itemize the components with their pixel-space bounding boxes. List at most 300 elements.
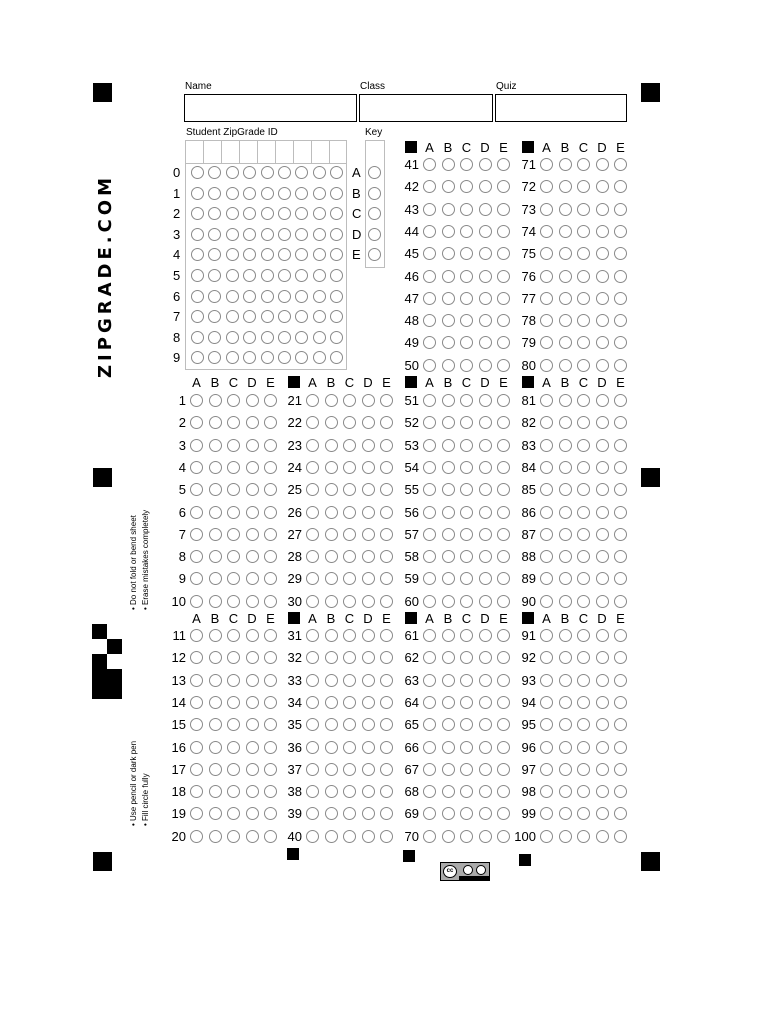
answer-bubble[interactable] [246, 629, 259, 642]
answer-bubble[interactable] [614, 158, 627, 171]
answer-bubble[interactable] [362, 785, 375, 798]
answer-bubble[interactable] [559, 572, 572, 585]
answer-bubble[interactable] [209, 394, 222, 407]
answer-bubble[interactable] [540, 158, 553, 171]
answer-bubble[interactable] [209, 506, 222, 519]
answer-bubble[interactable] [362, 595, 375, 608]
answer-bubble[interactable] [497, 359, 510, 372]
student-id-bubble[interactable] [313, 166, 326, 179]
student-id-bubble[interactable] [208, 187, 221, 200]
answer-bubble[interactable] [460, 180, 473, 193]
answer-bubble[interactable] [540, 416, 553, 429]
answer-bubble[interactable] [497, 696, 510, 709]
answer-bubble[interactable] [227, 572, 240, 585]
answer-bubble[interactable] [325, 718, 338, 731]
answer-bubble[interactable] [442, 595, 455, 608]
answer-bubble[interactable] [380, 394, 393, 407]
answer-bubble[interactable] [614, 225, 627, 238]
answer-bubble[interactable] [380, 741, 393, 754]
answer-bubble[interactable] [325, 416, 338, 429]
answer-bubble[interactable] [596, 225, 609, 238]
answer-bubble[interactable] [423, 203, 436, 216]
answer-bubble[interactable] [497, 763, 510, 776]
answer-bubble[interactable] [559, 550, 572, 563]
answer-bubble[interactable] [227, 763, 240, 776]
answer-bubble[interactable] [423, 807, 436, 820]
quiz-field[interactable] [495, 94, 627, 122]
answer-bubble[interactable] [614, 572, 627, 585]
answer-bubble[interactable] [577, 741, 590, 754]
answer-bubble[interactable] [559, 528, 572, 541]
answer-bubble[interactable] [479, 359, 492, 372]
answer-bubble[interactable] [614, 785, 627, 798]
answer-bubble[interactable] [596, 359, 609, 372]
answer-bubble[interactable] [362, 807, 375, 820]
answer-bubble[interactable] [209, 785, 222, 798]
answer-bubble[interactable] [423, 763, 436, 776]
answer-bubble[interactable] [540, 550, 553, 563]
answer-bubble[interactable] [479, 461, 492, 474]
answer-bubble[interactable] [540, 572, 553, 585]
answer-bubble[interactable] [325, 629, 338, 642]
answer-bubble[interactable] [460, 807, 473, 820]
answer-bubble[interactable] [227, 506, 240, 519]
answer-bubble[interactable] [497, 483, 510, 496]
answer-bubble[interactable] [343, 696, 356, 709]
answer-bubble[interactable] [442, 416, 455, 429]
answer-bubble[interactable] [190, 674, 203, 687]
answer-bubble[interactable] [540, 763, 553, 776]
answer-bubble[interactable] [190, 629, 203, 642]
answer-bubble[interactable] [559, 439, 572, 452]
answer-bubble[interactable] [479, 439, 492, 452]
answer-bubble[interactable] [479, 595, 492, 608]
answer-bubble[interactable] [479, 807, 492, 820]
student-id-bubble[interactable] [243, 187, 256, 200]
answer-bubble[interactable] [577, 830, 590, 843]
answer-bubble[interactable] [227, 785, 240, 798]
answer-bubble[interactable] [559, 629, 572, 642]
student-id-bubble[interactable] [261, 290, 274, 303]
student-id-bubble[interactable] [330, 331, 343, 344]
answer-bubble[interactable] [380, 830, 393, 843]
student-id-bubble[interactable] [261, 351, 274, 364]
answer-bubble[interactable] [460, 572, 473, 585]
answer-bubble[interactable] [190, 528, 203, 541]
answer-bubble[interactable] [497, 550, 510, 563]
answer-bubble[interactable] [479, 550, 492, 563]
answer-bubble[interactable] [362, 741, 375, 754]
answer-bubble[interactable] [596, 528, 609, 541]
answer-bubble[interactable] [460, 292, 473, 305]
student-id-bubble[interactable] [191, 269, 204, 282]
answer-bubble[interactable] [380, 572, 393, 585]
answer-bubble[interactable] [596, 314, 609, 327]
answer-bubble[interactable] [596, 629, 609, 642]
answer-bubble[interactable] [362, 696, 375, 709]
student-id-bubble[interactable] [191, 187, 204, 200]
answer-bubble[interactable] [442, 394, 455, 407]
answer-bubble[interactable] [325, 461, 338, 474]
answer-bubble[interactable] [380, 506, 393, 519]
answer-bubble[interactable] [246, 785, 259, 798]
answer-bubble[interactable] [442, 359, 455, 372]
answer-bubble[interactable] [559, 696, 572, 709]
answer-bubble[interactable] [227, 696, 240, 709]
answer-bubble[interactable] [460, 483, 473, 496]
answer-bubble[interactable] [423, 674, 436, 687]
answer-bubble[interactable] [442, 696, 455, 709]
answer-bubble[interactable] [325, 528, 338, 541]
answer-bubble[interactable] [442, 314, 455, 327]
answer-bubble[interactable] [540, 696, 553, 709]
answer-bubble[interactable] [559, 416, 572, 429]
answer-bubble[interactable] [479, 629, 492, 642]
answer-bubble[interactable] [614, 270, 627, 283]
answer-bubble[interactable] [559, 359, 572, 372]
answer-bubble[interactable] [442, 292, 455, 305]
answer-bubble[interactable] [423, 270, 436, 283]
answer-bubble[interactable] [540, 651, 553, 664]
answer-bubble[interactable] [559, 336, 572, 349]
answer-bubble[interactable] [442, 785, 455, 798]
answer-bubble[interactable] [380, 550, 393, 563]
answer-bubble[interactable] [442, 807, 455, 820]
answer-bubble[interactable] [497, 807, 510, 820]
answer-bubble[interactable] [479, 247, 492, 260]
student-id-bubble[interactable] [191, 166, 204, 179]
answer-bubble[interactable] [559, 247, 572, 260]
answer-bubble[interactable] [540, 483, 553, 496]
answer-bubble[interactable] [479, 203, 492, 216]
answer-bubble[interactable] [497, 595, 510, 608]
answer-bubble[interactable] [380, 595, 393, 608]
answer-bubble[interactable] [209, 763, 222, 776]
answer-bubble[interactable] [209, 807, 222, 820]
answer-bubble[interactable] [306, 718, 319, 731]
student-id-bubble[interactable] [226, 228, 239, 241]
answer-bubble[interactable] [190, 696, 203, 709]
answer-bubble[interactable] [306, 461, 319, 474]
student-id-bubble[interactable] [313, 331, 326, 344]
answer-bubble[interactable] [325, 830, 338, 843]
answer-bubble[interactable] [479, 180, 492, 193]
answer-bubble[interactable] [497, 416, 510, 429]
answer-bubble[interactable] [540, 807, 553, 820]
answer-bubble[interactable] [246, 439, 259, 452]
answer-bubble[interactable] [442, 528, 455, 541]
answer-bubble[interactable] [614, 483, 627, 496]
answer-bubble[interactable] [479, 394, 492, 407]
answer-bubble[interactable] [497, 572, 510, 585]
answer-bubble[interactable] [614, 741, 627, 754]
answer-bubble[interactable] [325, 651, 338, 664]
answer-bubble[interactable] [246, 651, 259, 664]
answer-bubble[interactable] [559, 203, 572, 216]
answer-bubble[interactable] [479, 506, 492, 519]
answer-bubble[interactable] [380, 528, 393, 541]
answer-bubble[interactable] [423, 336, 436, 349]
answer-bubble[interactable] [380, 416, 393, 429]
answer-bubble[interactable] [423, 651, 436, 664]
answer-bubble[interactable] [497, 741, 510, 754]
answer-bubble[interactable] [343, 595, 356, 608]
answer-bubble[interactable] [460, 314, 473, 327]
answer-bubble[interactable] [227, 595, 240, 608]
answer-bubble[interactable] [614, 651, 627, 664]
student-id-bubble[interactable] [261, 187, 274, 200]
answer-bubble[interactable] [306, 763, 319, 776]
answer-bubble[interactable] [423, 830, 436, 843]
answer-bubble[interactable] [325, 741, 338, 754]
answer-bubble[interactable] [596, 483, 609, 496]
student-id-bubble[interactable] [226, 269, 239, 282]
answer-bubble[interactable] [460, 595, 473, 608]
answer-bubble[interactable] [614, 629, 627, 642]
answer-bubble[interactable] [190, 785, 203, 798]
student-id-bubble[interactable] [226, 187, 239, 200]
answer-bubble[interactable] [306, 595, 319, 608]
answer-bubble[interactable] [479, 483, 492, 496]
answer-bubble[interactable] [227, 483, 240, 496]
answer-bubble[interactable] [423, 595, 436, 608]
answer-bubble[interactable] [190, 439, 203, 452]
answer-bubble[interactable] [442, 439, 455, 452]
answer-bubble[interactable] [577, 180, 590, 193]
answer-bubble[interactable] [362, 461, 375, 474]
answer-bubble[interactable] [343, 629, 356, 642]
answer-bubble[interactable] [479, 314, 492, 327]
answer-bubble[interactable] [306, 483, 319, 496]
answer-bubble[interactable] [614, 807, 627, 820]
answer-bubble[interactable] [325, 550, 338, 563]
answer-bubble[interactable] [442, 651, 455, 664]
answer-bubble[interactable] [246, 718, 259, 731]
answer-bubble[interactable] [497, 203, 510, 216]
answer-bubble[interactable] [540, 785, 553, 798]
student-id-bubble[interactable] [313, 269, 326, 282]
answer-bubble[interactable] [559, 807, 572, 820]
answer-bubble[interactable] [209, 629, 222, 642]
answer-bubble[interactable] [460, 158, 473, 171]
answer-bubble[interactable] [227, 718, 240, 731]
answer-bubble[interactable] [577, 225, 590, 238]
answer-bubble[interactable] [614, 461, 627, 474]
answer-bubble[interactable] [306, 807, 319, 820]
answer-bubble[interactable] [460, 763, 473, 776]
answer-bubble[interactable] [362, 416, 375, 429]
answer-bubble[interactable] [209, 830, 222, 843]
answer-bubble[interactable] [246, 483, 259, 496]
answer-bubble[interactable] [423, 225, 436, 238]
answer-bubble[interactable] [577, 158, 590, 171]
answer-bubble[interactable] [497, 506, 510, 519]
answer-bubble[interactable] [614, 247, 627, 260]
student-id-bubble[interactable] [261, 310, 274, 323]
answer-bubble[interactable] [306, 741, 319, 754]
answer-bubble[interactable] [246, 696, 259, 709]
answer-bubble[interactable] [362, 572, 375, 585]
answer-bubble[interactable] [227, 830, 240, 843]
answer-bubble[interactable] [540, 180, 553, 193]
answer-bubble[interactable] [540, 674, 553, 687]
answer-bubble[interactable] [614, 763, 627, 776]
answer-bubble[interactable] [306, 439, 319, 452]
answer-bubble[interactable] [460, 550, 473, 563]
answer-bubble[interactable] [190, 461, 203, 474]
answer-bubble[interactable] [190, 483, 203, 496]
answer-bubble[interactable] [325, 572, 338, 585]
answer-bubble[interactable] [559, 270, 572, 283]
answer-bubble[interactable] [209, 483, 222, 496]
answer-bubble[interactable] [343, 741, 356, 754]
answer-bubble[interactable] [246, 674, 259, 687]
answer-bubble[interactable] [577, 572, 590, 585]
answer-bubble[interactable] [596, 651, 609, 664]
answer-bubble[interactable] [343, 785, 356, 798]
answer-bubble[interactable] [325, 807, 338, 820]
answer-bubble[interactable] [460, 461, 473, 474]
answer-bubble[interactable] [246, 416, 259, 429]
answer-bubble[interactable] [343, 718, 356, 731]
answer-bubble[interactable] [423, 696, 436, 709]
answer-bubble[interactable] [577, 336, 590, 349]
answer-bubble[interactable] [343, 763, 356, 776]
answer-bubble[interactable] [227, 416, 240, 429]
answer-bubble[interactable] [246, 830, 259, 843]
answer-bubble[interactable] [343, 394, 356, 407]
answer-bubble[interactable] [577, 629, 590, 642]
answer-bubble[interactable] [596, 203, 609, 216]
answer-bubble[interactable] [540, 741, 553, 754]
answer-bubble[interactable] [614, 416, 627, 429]
answer-bubble[interactable] [596, 394, 609, 407]
answer-bubble[interactable] [577, 763, 590, 776]
answer-bubble[interactable] [577, 807, 590, 820]
answer-bubble[interactable] [479, 718, 492, 731]
answer-bubble[interactable] [479, 158, 492, 171]
answer-bubble[interactable] [497, 651, 510, 664]
student-id-bubble[interactable] [243, 290, 256, 303]
answer-bubble[interactable] [614, 314, 627, 327]
answer-bubble[interactable] [596, 439, 609, 452]
answer-bubble[interactable] [246, 807, 259, 820]
answer-bubble[interactable] [596, 741, 609, 754]
answer-bubble[interactable] [614, 394, 627, 407]
answer-bubble[interactable] [460, 528, 473, 541]
answer-bubble[interactable] [596, 336, 609, 349]
answer-bubble[interactable] [497, 629, 510, 642]
answer-bubble[interactable] [460, 506, 473, 519]
answer-bubble[interactable] [423, 180, 436, 193]
key-bubble[interactable] [368, 166, 381, 179]
answer-bubble[interactable] [343, 483, 356, 496]
answer-bubble[interactable] [442, 718, 455, 731]
answer-bubble[interactable] [497, 158, 510, 171]
answer-bubble[interactable] [497, 225, 510, 238]
answer-bubble[interactable] [190, 506, 203, 519]
answer-bubble[interactable] [190, 416, 203, 429]
answer-bubble[interactable] [596, 718, 609, 731]
answer-bubble[interactable] [497, 461, 510, 474]
answer-bubble[interactable] [306, 830, 319, 843]
answer-bubble[interactable] [577, 416, 590, 429]
answer-bubble[interactable] [423, 483, 436, 496]
answer-bubble[interactable] [596, 550, 609, 563]
answer-bubble[interactable] [246, 595, 259, 608]
answer-bubble[interactable] [227, 394, 240, 407]
answer-bubble[interactable] [479, 416, 492, 429]
answer-bubble[interactable] [577, 506, 590, 519]
answer-bubble[interactable] [479, 572, 492, 585]
answer-bubble[interactable] [497, 785, 510, 798]
answer-bubble[interactable] [577, 718, 590, 731]
answer-bubble[interactable] [596, 763, 609, 776]
answer-bubble[interactable] [343, 461, 356, 474]
student-id-bubble[interactable] [261, 166, 274, 179]
student-id-bubble[interactable] [261, 207, 274, 220]
answer-bubble[interactable] [460, 696, 473, 709]
answer-bubble[interactable] [596, 461, 609, 474]
answer-bubble[interactable] [596, 696, 609, 709]
answer-bubble[interactable] [209, 696, 222, 709]
answer-bubble[interactable] [362, 506, 375, 519]
answer-bubble[interactable] [190, 550, 203, 563]
answer-bubble[interactable] [423, 247, 436, 260]
student-id-bubble[interactable] [226, 331, 239, 344]
answer-bubble[interactable] [362, 528, 375, 541]
answer-bubble[interactable] [540, 439, 553, 452]
answer-bubble[interactable] [246, 741, 259, 754]
answer-bubble[interactable] [614, 674, 627, 687]
answer-bubble[interactable] [614, 595, 627, 608]
answer-bubble[interactable] [497, 247, 510, 260]
answer-bubble[interactable] [442, 158, 455, 171]
answer-bubble[interactable] [460, 741, 473, 754]
answer-bubble[interactable] [596, 158, 609, 171]
answer-bubble[interactable] [460, 651, 473, 664]
answer-bubble[interactable] [460, 270, 473, 283]
answer-bubble[interactable] [227, 461, 240, 474]
answer-bubble[interactable] [343, 550, 356, 563]
answer-bubble[interactable] [442, 572, 455, 585]
answer-bubble[interactable] [343, 572, 356, 585]
answer-bubble[interactable] [246, 528, 259, 541]
answer-bubble[interactable] [380, 785, 393, 798]
answer-bubble[interactable] [306, 696, 319, 709]
answer-bubble[interactable] [190, 651, 203, 664]
answer-bubble[interactable] [442, 506, 455, 519]
student-id-bubble[interactable] [261, 248, 274, 261]
answer-bubble[interactable] [442, 830, 455, 843]
answer-bubble[interactable] [614, 550, 627, 563]
answer-bubble[interactable] [209, 416, 222, 429]
student-id-bubble[interactable] [191, 331, 204, 344]
answer-bubble[interactable] [442, 674, 455, 687]
answer-bubble[interactable] [306, 651, 319, 664]
answer-bubble[interactable] [306, 785, 319, 798]
answer-bubble[interactable] [325, 674, 338, 687]
answer-bubble[interactable] [577, 292, 590, 305]
answer-bubble[interactable] [596, 180, 609, 193]
answer-bubble[interactable] [209, 674, 222, 687]
student-id-bubble[interactable] [313, 207, 326, 220]
answer-bubble[interactable] [497, 528, 510, 541]
answer-bubble[interactable] [325, 785, 338, 798]
answer-bubble[interactable] [325, 439, 338, 452]
answer-bubble[interactable] [306, 629, 319, 642]
answer-bubble[interactable] [325, 483, 338, 496]
